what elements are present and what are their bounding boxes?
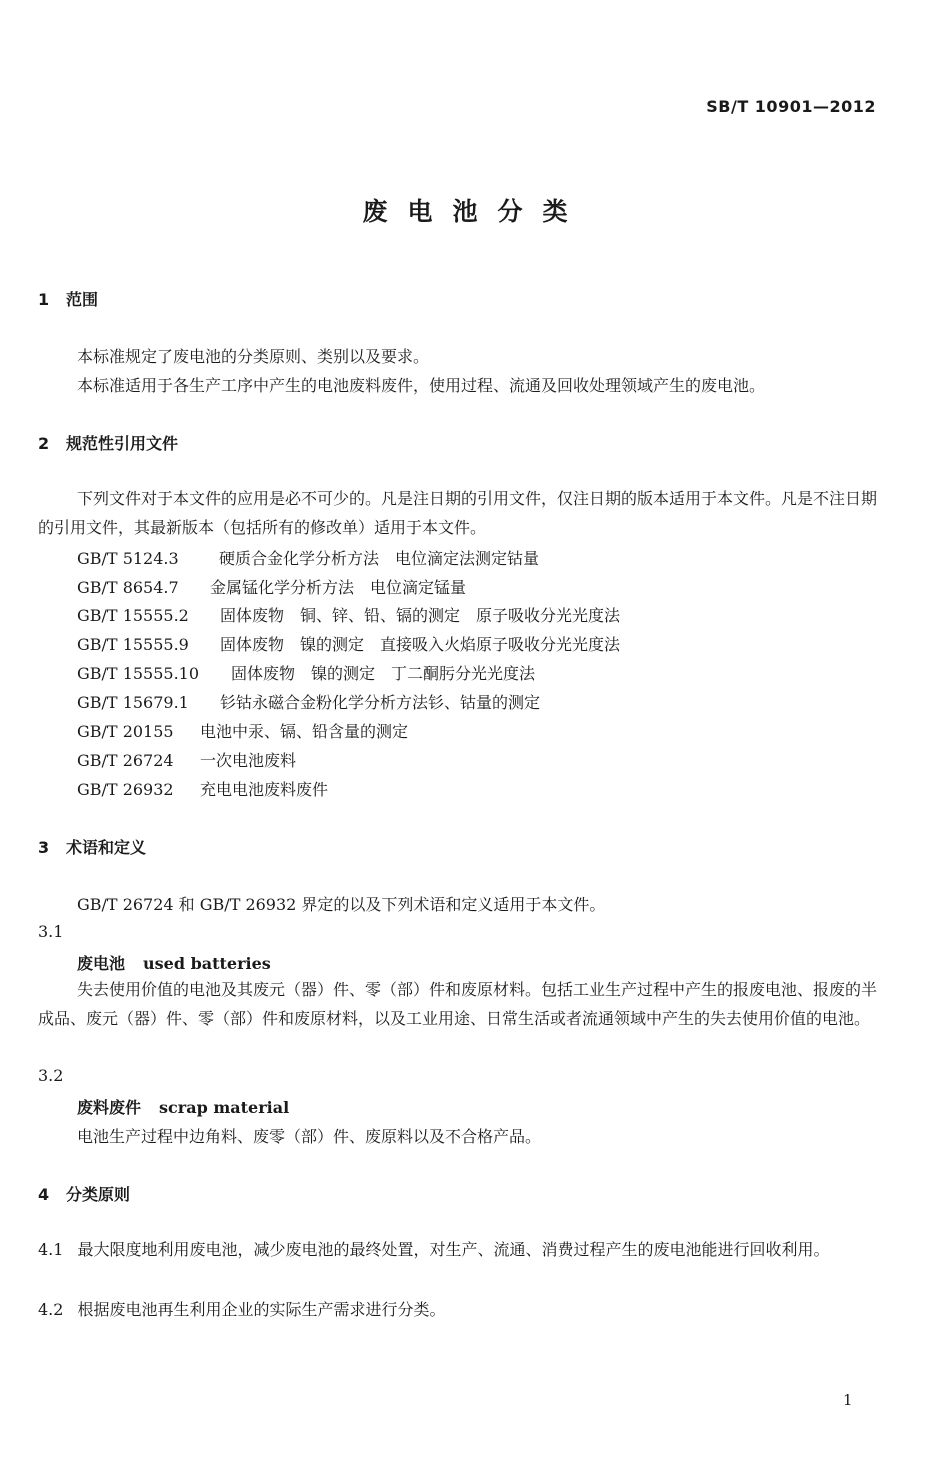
reference-item bbox=[77, 690, 540, 713]
reference-code: GB/T 26724 bbox=[77, 751, 174, 770]
reference-code: GB/T 8654.7 bbox=[77, 578, 179, 597]
section-number: 2 bbox=[38, 434, 50, 453]
term-definition: 失去使用价值的电池及其废元（器）件、零（部）件和废原材料。包括工业生产过程中产生的报废电池、报废的半成品、废元（器）件、零（部）件和废原材料，以及工业用途、日常生活或者流通领域中产生的失去使用价值的电池。 bbox=[38, 980, 878, 1028]
section-number: 3 bbox=[38, 838, 50, 857]
reference-code: GB/T 15555.2 bbox=[77, 606, 189, 625]
reference-title: 金属锰化学分析方法 电位滴定锰量 bbox=[210, 578, 467, 597]
reference-item bbox=[77, 719, 408, 742]
clause-text: 最大限度地利用废电池，减少废电池的最终处置，对生产、流通、消费过程产生的废电池能进行回收利用。 bbox=[77, 1240, 830, 1259]
term-heading bbox=[77, 1095, 289, 1118]
reference-item bbox=[77, 603, 620, 626]
section-1-paragraph-2: 本标准适用于各生产工序中产生的电池废料废件，使用过程、流通及回收处理领域产生的废电池。 bbox=[77, 376, 766, 395]
section-3-heading bbox=[38, 835, 146, 858]
section-3-intro: GB/T 26724 和 GB/T 26932 界定的以及下列术语和定义适用于本文件。 bbox=[77, 895, 606, 914]
section-number: 4 bbox=[38, 1185, 50, 1204]
reference-item bbox=[77, 632, 620, 655]
section-title: 分类原则 bbox=[66, 1185, 131, 1204]
term-english: used batteries bbox=[143, 954, 271, 973]
reference-code: GB/T 20155 bbox=[77, 722, 174, 741]
section-number: 1 bbox=[38, 290, 50, 309]
clause-number: 4.1 bbox=[38, 1240, 64, 1259]
term-english: scrap material bbox=[159, 1098, 290, 1117]
standard-code: SB/T 10901—2012 bbox=[706, 97, 876, 116]
reference-code: GB/T 15679.1 bbox=[77, 693, 189, 712]
term-chinese: 废料废件 bbox=[77, 1098, 142, 1117]
reference-item bbox=[77, 546, 539, 569]
section-title: 范围 bbox=[66, 290, 99, 309]
document-title: 废电池分类 bbox=[362, 197, 588, 226]
reference-title: 一次电池废料 bbox=[200, 751, 297, 770]
section-4-heading bbox=[38, 1182, 130, 1205]
reference-title: 固体废物 铜、锌、铅、镉的测定 原子吸收分光光度法 bbox=[220, 606, 621, 625]
section-1-heading bbox=[38, 287, 98, 310]
clause-number: 4.2 bbox=[38, 1300, 64, 1319]
term-number: 3.2 bbox=[38, 1066, 64, 1085]
reference-code: GB/T 26932 bbox=[77, 780, 174, 799]
term-chinese: 废电池 bbox=[77, 954, 126, 973]
reference-code: GB/T 5124.3 bbox=[77, 549, 179, 568]
reference-title: 固体废物 镍的测定 丁二酮肟分光光度法 bbox=[231, 664, 536, 683]
reference-title: 钐钴永磁合金粉化学分析方法钐、钴量的测定 bbox=[220, 693, 541, 712]
section-2-intro: 下列文件对于本文件的应用是必不可少的。凡是注日期的引用文件，仅注日期的版本适用于本文件。凡是不注日期的引用文件，其最新版本（包括所有的修改单）适用于本文件。 bbox=[38, 489, 878, 537]
reference-title: 电池中汞、镉、铅含量的测定 bbox=[200, 722, 409, 741]
reference-code: GB/T 15555.9 bbox=[77, 635, 189, 654]
clause-4-2 bbox=[38, 1297, 445, 1320]
clause-text: 根据废电池再生利用企业的实际生产需求进行分类。 bbox=[77, 1300, 446, 1319]
reference-title: 硬质合金化学分析方法 电位滴定法测定钴量 bbox=[219, 549, 540, 568]
term-number: 3.1 bbox=[38, 922, 64, 941]
clause-4-1 bbox=[38, 1235, 880, 1264]
section-title: 术语和定义 bbox=[66, 838, 147, 857]
reference-title: 充电电池废料废件 bbox=[200, 780, 329, 799]
reference-title: 固体废物 镍的测定 直接吸入火焰原子吸收分光光度法 bbox=[220, 635, 621, 654]
section-title: 规范性引用文件 bbox=[66, 434, 179, 453]
reference-item bbox=[77, 661, 535, 684]
section-2-heading bbox=[38, 431, 178, 454]
reference-item bbox=[77, 748, 296, 771]
reference-item bbox=[77, 575, 466, 598]
reference-code: GB/T 15555.10 bbox=[77, 664, 200, 683]
page-number: 1 bbox=[843, 1391, 853, 1409]
term-heading bbox=[77, 951, 271, 974]
section-1-paragraph-1: 本标准规定了废电池的分类原则、类别以及要求。 bbox=[77, 347, 430, 366]
term-definition: 电池生产过程中边角料、废零（部）件、废原料以及不合格产品。 bbox=[77, 1127, 542, 1146]
reference-item bbox=[77, 777, 328, 800]
